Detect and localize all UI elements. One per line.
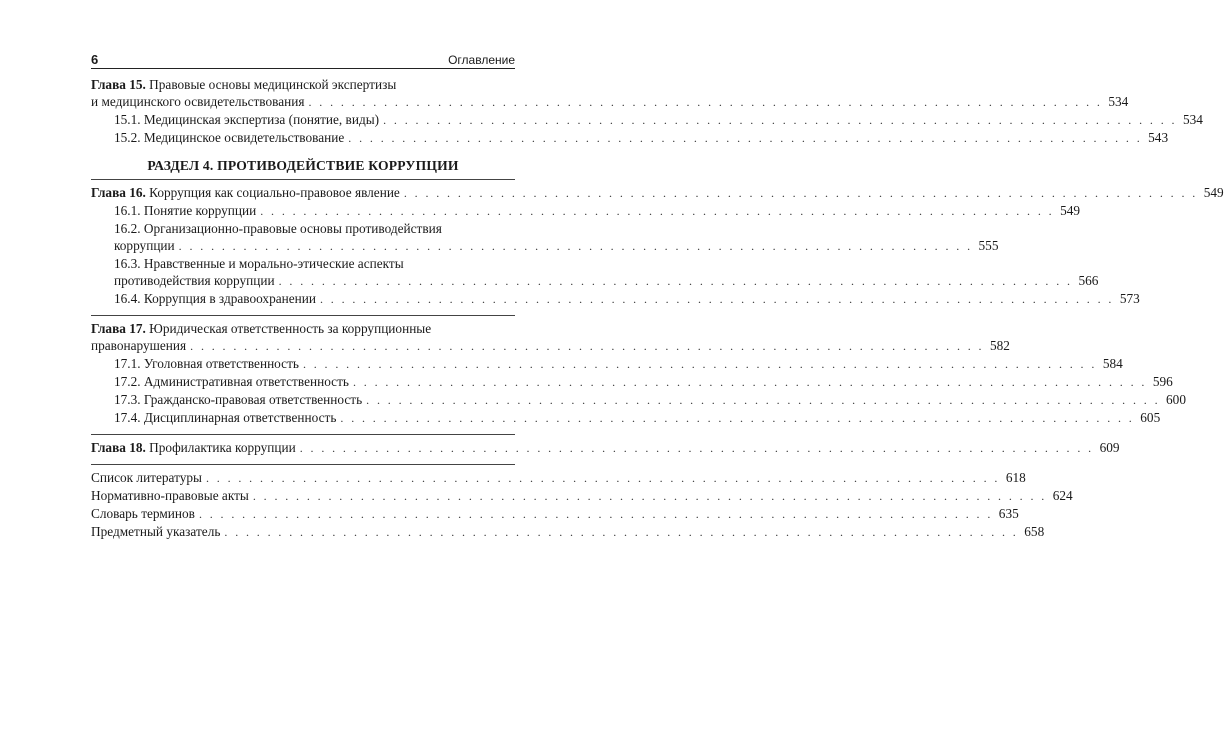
dot-leader: . . . . . . . . . . . . . . . . . . . . . . . . . . . . . . . . . . . . . . . . . . . . . . . . . . . . . . . . . . . . . . . . . . . . . . . . . . — [178, 239, 973, 253]
toc-bibliography[interactable] — [91, 469, 1026, 487]
page-ref: 596 — [1152, 374, 1173, 389]
toc-subject-index[interactable] — [91, 523, 1045, 541]
spacer — [91, 308, 515, 315]
dot-leader: . . . . . . . . . . . . . . . . . . . . . . . . . . . . . . . . . . . . . . . . . . . . . . . . . . . . . . . . . . . . . . . . . . . . . . . . . . — [383, 113, 1177, 127]
chapter-label: Глава 16. — [91, 185, 146, 200]
page-ref: 555 — [978, 238, 999, 253]
chapter-title-cont: правонарушения — [91, 338, 187, 353]
dot-leader: . . . . . . . . . . . . . . . . . . . . . . . . . . . . . . . . . . . . . . . . . . . . . . . . . . . . . . . . . . . . . . . . . . . . . . . . . . — [348, 131, 1143, 145]
item-label-cont: коррупции — [114, 238, 175, 253]
page-ref: 584 — [1102, 356, 1123, 371]
dot-leader: . . . . . . . . . . . . . . . . . . . . . . . . . . . . . . . . . . . . . . . . . . . . . . . . . . . . . . . . . . . . . . . . . . . . . . . . . . — [352, 375, 1147, 389]
dot-leader: . . . . . . . . . . . . . . . . . . . . . . . . . . . . . . . . . . . . . . . . . . . . . . . . . . . . . . . . . . . . . . . . . . . . . . . . . . — [403, 186, 1198, 200]
divider — [91, 464, 515, 465]
item-label: Нормативно-правовые акты — [91, 488, 249, 503]
page-ref: 624 — [1052, 488, 1073, 503]
spacer — [91, 427, 515, 434]
dot-leader: . . . . . . . . . . . . . . . . . . . . . . . . . . . . . . . . . . . . . . . . . . . . . . . . . . . . . . . . . . . . . . . . . . . . . . . . . . — [299, 441, 1094, 455]
toc-item-16-3[interactable] — [91, 272, 1099, 290]
divider — [91, 179, 515, 180]
page-ref: 549 — [1203, 185, 1224, 200]
item-label: 17.1. Уголовная ответственность — [114, 356, 299, 371]
chapter-title-cont: и медицинского освидетельствования — [91, 94, 305, 109]
item-label: 17.3. Гражданско-правовая ответственность — [114, 392, 363, 407]
dot-leader: . . . . . . . . . . . . . . . . . . . . . . . . . . . . . . . . . . . . . . . . . . . . . . . . . . . . . . . . . . . . . . . . . . . . . . . . . . — [366, 393, 1160, 407]
page-ref: 600 — [1166, 392, 1186, 407]
page-ref: 549 — [1060, 203, 1081, 218]
page-number: 6 — [91, 52, 99, 67]
dot-leader: . . . . . . . . . . . . . . . . . . . . . . . . . . . . . . . . . . . . . . . . . . . . . . . . . . . . . . . . . . . . . . . . . . . . . . . . . . — [302, 357, 1097, 371]
dot-leader: . . . . . . . . . . . . . . . . . . . . . . . . . . . . . . . . . . . . . . . . . . . . . . . . . . . . . . . . . . . . . . . . . . . . . . . . . . — [198, 507, 993, 521]
item-label: Предметный указатель — [91, 524, 221, 539]
section-heading: РАЗДЕЛ 4. ПРОТИВОДЕЙСТВИЕ КОРРУПЦИИ — [147, 158, 459, 173]
page-ref: 658 — [1024, 524, 1045, 539]
dot-leader: . . . . . . . . . . . . . . . . . . . . . . . . . . . . . . . . . . . . . . . . . . . . . . . . . . . . . . . . . . . . . . . . . . . . . . . . . . — [260, 204, 1055, 218]
page-ref: 635 — [998, 506, 1019, 521]
page-ref: 534 — [1182, 112, 1203, 127]
item-label: 15.1. Медицинская экспертиза (понятие, виды) — [114, 112, 380, 127]
toc-item-17-2[interactable] — [91, 373, 1173, 391]
item-label: Словарь терминов — [91, 506, 195, 521]
dot-leader: . . . . . . . . . . . . . . . . . . . . . . . . . . . . . . . . . . . . . . . . . . . . . . . . . . . . . . . . . . . . . . . . . . . . . . . . . . — [319, 292, 1114, 306]
chapter-title: Правовые основы медицинской экспертизы — [149, 77, 397, 92]
toc-chapter-15[interactable] — [91, 93, 1129, 111]
toc-item-17-1[interactable] — [91, 355, 1123, 373]
page-ref: 609 — [1099, 440, 1120, 455]
toc-item-16-4[interactable] — [91, 290, 1140, 308]
toc-item-15-2[interactable] — [91, 129, 1169, 147]
dot-leader: . . . . . . . . . . . . . . . . . . . . . . . . . . . . . . . . . . . . . . . . . . . . . . . . . . . . . . . . . . . . . . . . . . . . . . . . . . — [308, 95, 1103, 109]
dot-leader: . . . . . . . . . . . . . . . . . . . . . . . . . . . . . . . . . . . . . . . . . . . . . . . . . . . . . . . . . . . . . . . . . . . . . . . . . . — [252, 489, 1047, 503]
toc-item-17-3[interactable] — [91, 391, 1186, 409]
toc-item-16-2[interactable] — [91, 237, 999, 255]
item-label: 15.2. Медицинское освидетельствование — [114, 130, 345, 145]
toc-legal-acts[interactable] — [91, 487, 1073, 505]
toc-item-16-2-title[interactable]: 16.2. Организационно-правовые основы противодействия — [114, 221, 442, 236]
dot-leader: . . . . . . . . . . . . . . . . . . . . . . . . . . . . . . . . . . . . . . . . . . . . . . . . . . . . . . . . . . . . . . . . . . . . . . . . . . — [340, 411, 1135, 425]
running-title: Оглавление — [448, 53, 515, 67]
chapter-heading — [91, 184, 400, 201]
spacer — [91, 457, 515, 464]
toc-chapter-17[interactable] — [91, 337, 1010, 355]
item-label: 16.4. Коррупция в здравоохранении — [114, 291, 316, 306]
running-header — [91, 52, 515, 69]
toc-chapter-17-title[interactable] — [91, 320, 515, 337]
page-ref: 573 — [1119, 291, 1140, 306]
toc-item-15-1[interactable] — [91, 111, 1203, 129]
toc-item-16-1[interactable] — [91, 202, 1081, 220]
item-label: Список литературы — [91, 470, 202, 485]
page-ref: 582 — [990, 338, 1010, 353]
page-ref: 534 — [1108, 94, 1129, 109]
chapter-heading — [91, 439, 296, 456]
toc-item-16-3-title[interactable]: 16.3. Нравственные и морально-этические аспекты — [114, 256, 404, 271]
chapter-label: Глава 15. — [91, 77, 146, 92]
page-ref: 543 — [1148, 130, 1169, 145]
toc-chapter-16[interactable] — [91, 184, 1224, 202]
chapter-title: Юридическая ответственность за коррупционные — [149, 321, 432, 336]
dot-leader: . . . . . . . . . . . . . . . . . . . . . . . . . . . . . . . . . . . . . . . . . . . . . . . . . . . . . . . . . . . . . . . . . . . . . . . . . . — [278, 274, 1073, 288]
chapter-title: Коррупция как социально-правовое явление — [149, 185, 400, 200]
toc-chapter-15-title[interactable] — [91, 76, 515, 93]
toc-chapter-18[interactable] — [91, 439, 1120, 457]
chapter-title: Профилактика коррупции — [149, 440, 296, 455]
chapter-label: Глава 17. — [91, 321, 146, 336]
page-ref: 605 — [1140, 410, 1161, 425]
item-label-cont: противодействия коррупции — [114, 273, 275, 288]
toc-item-17-4[interactable] — [91, 409, 1161, 427]
table-of-contents — [91, 76, 1224, 541]
page-ref: 566 — [1078, 273, 1099, 288]
item-label: 17.2. Административная ответственность — [114, 374, 349, 389]
divider — [91, 434, 515, 435]
chapter-label: Глава 18. — [91, 440, 146, 455]
divider — [91, 315, 515, 316]
dot-leader: . . . . . . . . . . . . . . . . . . . . . . . . . . . . . . . . . . . . . . . . . . . . . . . . . . . . . . . . . . . . . . . . . . . . . . . . . . — [190, 339, 984, 353]
page-ref: 618 — [1005, 470, 1026, 485]
item-label: 16.1. Понятие коррупции — [114, 203, 257, 218]
dot-leader: . . . . . . . . . . . . . . . . . . . . . . . . . . . . . . . . . . . . . . . . . . . . . . . . . . . . . . . . . . . . . . . . . . . . . . . . . . — [205, 471, 1000, 485]
toc-glossary[interactable] — [91, 505, 1019, 523]
dot-leader: . . . . . . . . . . . . . . . . . . . . . . . . . . . . . . . . . . . . . . . . . . . . . . . . . . . . . . . . . . . . . . . . . . . . . . . . . . — [224, 525, 1019, 539]
item-label: 17.4. Дисциплинарная ответственность — [114, 410, 337, 425]
